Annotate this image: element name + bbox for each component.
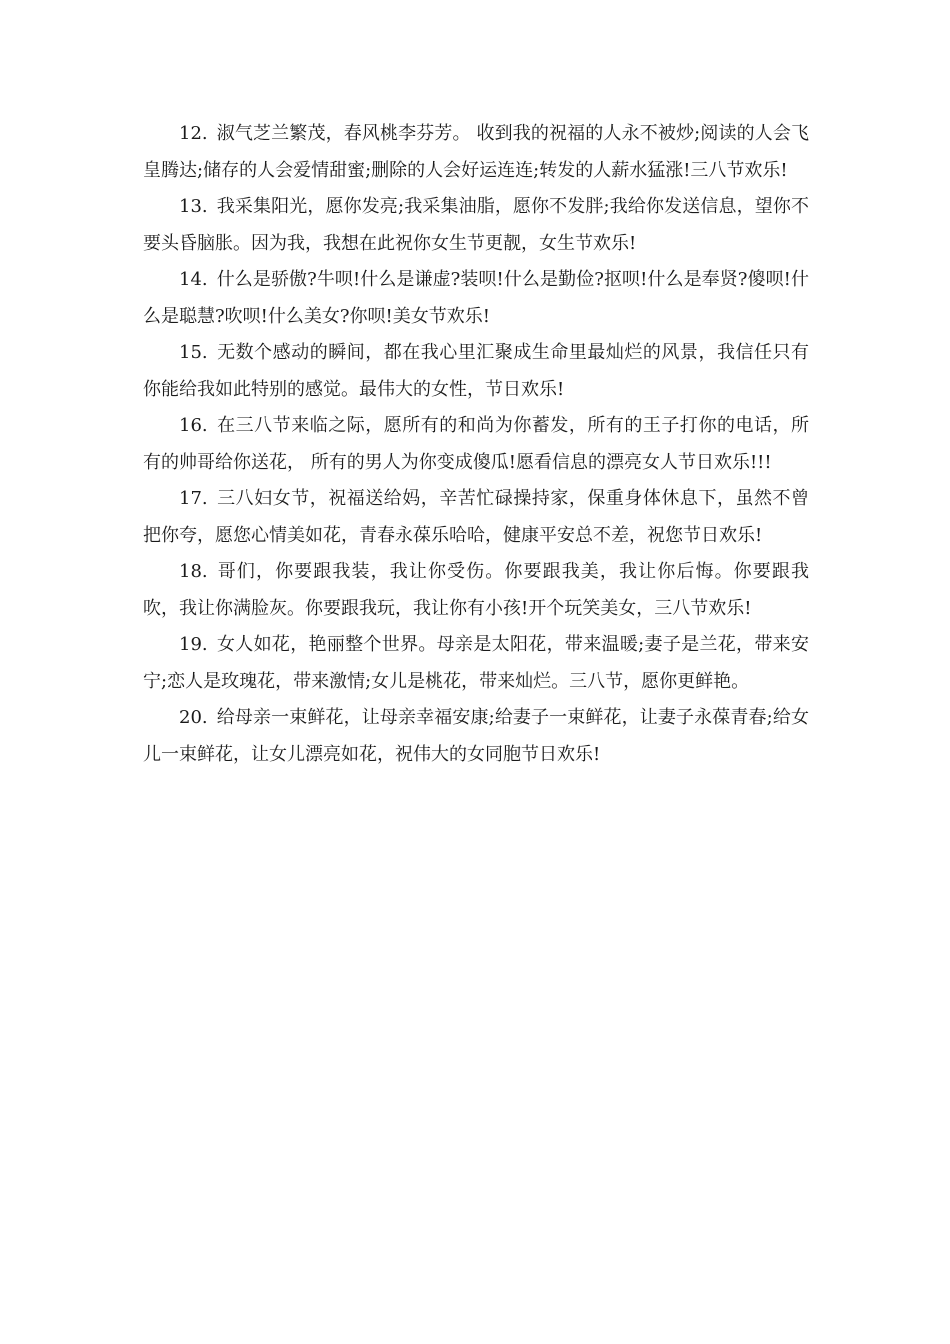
paragraph-number: 16.: [179, 415, 208, 436]
paragraph-16: [143, 408, 809, 481]
paragraph-number: 15.: [179, 342, 208, 363]
paragraph-number: 17.: [179, 488, 208, 509]
paragraph-14: [143, 262, 809, 335]
paragraph-text: 我采集阳光，愿你发亮;我采集油脂，愿你不发胖;我给你发送信息，望你不要头昏脑胀。因为我，我想在此祝你女生节更靓，女生节欢乐!: [143, 196, 809, 254]
paragraph-number: 12.: [179, 123, 208, 144]
paragraph-number: 20.: [179, 707, 208, 728]
paragraph-text: 三八妇女节，祝福送给妈，辛苦忙碌操持家，保重身体休息下，虽然不曾把你夸，愿您心情美如花，青春永葆乐哈哈，健康平安总不差，祝您节日欢乐!: [143, 488, 809, 546]
paragraph-number: 19.: [179, 634, 208, 655]
paragraph-text: 女人如花，艳丽整个世界。母亲是太阳花，带来温暖;妻子是兰花，带来安宁;恋人是玫瑰花，带来激情;女儿是桃花，带来灿烂。三八节，愿你更鲜艳。: [143, 634, 809, 692]
paragraph-18: [143, 554, 809, 627]
paragraph-text: 哥们，你要跟我装，我让你受伤。你要跟我美，我让你后悔。你要跟我吹，我让你满脸灰。你要跟我玩，我让你有小孩!开个玩笑美女，三八节欢乐!: [143, 561, 809, 619]
paragraph-number: 14.: [179, 269, 208, 290]
paragraph-number: 13.: [179, 196, 208, 217]
paragraph-15: [143, 335, 809, 408]
paragraph-12: [143, 116, 809, 189]
paragraph-17: [143, 481, 809, 554]
document-body: [143, 116, 809, 773]
paragraph-19: [143, 627, 809, 700]
paragraph-text: 无数个感动的瞬间，都在我心里汇聚成生命里最灿烂的风景，我信任只有你能给我如此特别的感觉。最伟大的女性，节日欢乐!: [143, 342, 809, 400]
paragraph-text: 什么是骄傲?牛呗!什么是谦虚?装呗!什么是勤俭?抠呗!什么是奉贤?傻呗!什么是聪慧?吹呗!什么美女?你呗!美女节欢乐!: [143, 269, 809, 327]
paragraph-text: 在三八节来临之际，愿所有的和尚为你蓄发，所有的王子打你的电话，所有的帅哥给你送花， 所有的男人为你变成傻瓜!愿看信息的漂亮女人节日欢乐!!!: [143, 415, 809, 473]
paragraph-text: 给母亲一束鲜花，让母亲幸福安康;给妻子一束鲜花，让妻子永葆青春;给女儿一束鲜花，让女儿漂亮如花，祝伟大的女同胞节日欢乐!: [143, 707, 809, 765]
paragraph-20: [143, 700, 809, 773]
paragraph-13: [143, 189, 809, 262]
paragraph-number: 18.: [179, 561, 208, 582]
paragraph-text: 淑气芝兰繁茂，春风桃李芬芳。 收到我的祝福的人永不被炒;阅读的人会飞皇腾达;储存的人会爱情甜蜜;删除的人会好运连连;转发的人薪水猛涨!三八节欢乐!: [143, 123, 809, 181]
